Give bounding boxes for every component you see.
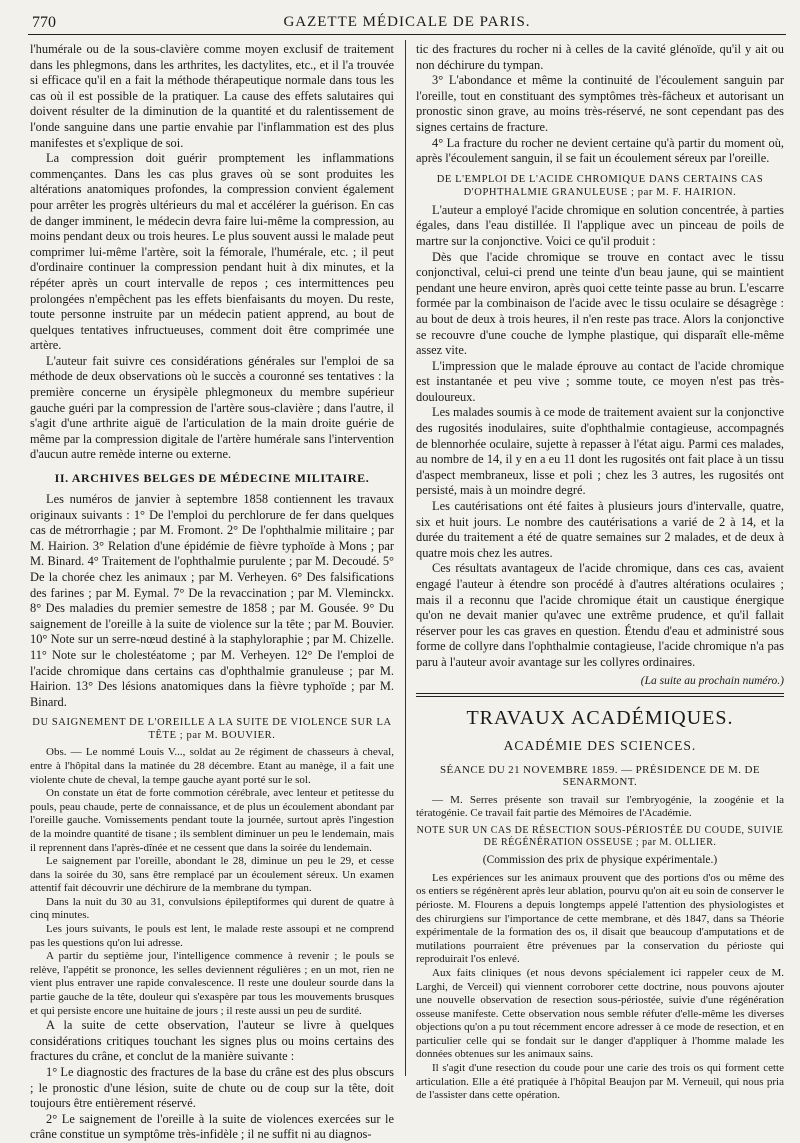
paragraph: A la suite de cette observation, l'auteur se livre à quelques considérations critiques touchant les signes plus ou moins certains des fractures du crâne, et conclut de la manière suivante : [30, 1018, 394, 1064]
paragraph: Dès que l'acide chromique se trouve en contact avec le tissu conjonctival, celui-ci prend une teinte d'un beau jaune, qui se maintient pendant une heure environ, après quoi cette teinte passe au brun. L'escarre formée par la combinaison de l'acide avec le tissu oculaire se désagrège : au bout de deux à trois heures, il n'en reste pas trace. Alors la conjonctive se recouvre d'une couche de lymphe plastique, qui disparaît elle-même assez vite. [416, 249, 784, 358]
note-title: NOTE SUR UN CAS DE RÉSECTION SOUS-PÉRIOSTÉE DU COUDE, SUIVIE DE RÉGÉNÉRATION OSSEUSE ; par M. OLLIER. [416, 824, 784, 849]
observation-paragraph: On constate un état de forte commotion cérébrale, avec lenteur et petitesse du pouls, peau chaude, perte de connaissance, et de plus un écoulement abondant par l'oreille gauche. Vomissements pendant toute la journée, surtout après l'ingestion de la moindre quantité de tisane ; ils semblent diminuer un peu le lendemain, mais il reprennent dans l'après-dînée et ne cessent que dans la soirée du lendemain. [30, 787, 394, 854]
column-divider [405, 40, 406, 1076]
paragraph: l'humérale ou de la sous-clavière comme moyen exclusif de traitement dans les phlegmons, dans les arthrites, les dactylites, etc., et il l'a trouvée si efficace qu'il en a fait la méthode thérapeutique normale dans tous les cas où il est possible de la pratiquer. La cause des effets salutaires qui doivent résulter de la diminution de la quantité et du ralentissement de l'onde sanguine dans une partie envahie par l'inflammation est des plus manifestes et s'explique de soi. [30, 42, 394, 150]
journal-title: GAZETTE MÉDICALE DE PARIS. [283, 14, 531, 30]
page-number: 770 [32, 14, 56, 31]
paragraph: 1° Le diagnostic des fractures de la base du crâne est des plus obscurs ; le pronostic d'une lésion, suite de chute ou de coup sur la tête, doit toujours être entièrement réservé. [30, 1065, 394, 1111]
paragraph: L'auteur a employé l'acide chromique en solution concentrée, à parties égales, dans l'eau distillée. Il l'applique avec un pinceau de poils de martre sur la conjonctive. Voici ce qu'il produit : [416, 202, 784, 248]
paragraph: La compression doit guérir promptement les inflammations commençantes. Dans les cas plus graves où se sont produites les altérations anatomiques profondes, la compression convient également pour arrêter les progrès ultérieurs du mal et accélérer la guérison. En cas de danger imminent, le médecin devra faire lui-même la compression, au moins pendant deux ou trois heures. Le plus souvent aussi le malade peut comprimer lui-même l'artère, soit la fémorale, l'humérale, etc. ; il peut d'ordinaire continuer la compression pendant huit à dix minutes, et la répéter après un court intervalle de repos ; ces intermittences peu prolongées n'empêchent pas les effets bienfaisants du moyen. Du reste, toute personne instruite par un médecin patient apprend, au bout de quelques tentatives infructueuses, comment doit être comprimée une artère. [30, 151, 394, 353]
paragraph: Les numéros de janvier à septembre 1858 contiennent les travaux originaux suivants : 1° De l'emploi du perchlorure de fer dans quelques cas de métrorrhagie ; par M. Fromont. 2° De l'ophthalmie militaire ; par M. Hairion. 3° Relation d'une épidémie de fièvre typhoïde à Mons ; par M. Binard. 4° Traitement de l'ophthalmie purulente ; par M. Decoudé. 5° De la chorée chez les animaux ; par M. Verheyen. 6° Des falsifications des farines ; par M. Eymal. 7° De la revaccination ; par M. Vleminckx. 8° Des maladies du premier semestre de 1858 ; par M. Gousée. 9° Du saignement de l'oreille à la suite de violence sur la tête ; par M. Bouvier. 10° Note sur un serre-nœud destiné à la staphyloraphie ; par M. Chizelle. 11° Note sur le cholestéatome ; par M. Verheyen. 12° De l'emploi de l'acide chromique dans certains cas d'ophthalmie granuleuse ; par M. Hairion. 13° Des lésions anatomiques dans la fièvre typhoïde ; par M. Binard. [30, 492, 394, 709]
article-title: DU SAIGNEMENT DE L'OREILLE A LA SUITE DE VIOLENCE SUR LA TÊTE ; par M. BOUVIER. [32, 717, 392, 742]
seance-line: SÉANCE DU 21 NOVEMBRE 1859. — PRÉSIDENCE DE M. DE SENARMONT. [440, 763, 760, 788]
paragraph: L'auteur fait suivre ces considérations générales sur l'emploi de sa méthode de deux observations où le succès a couronné ses tentatives : la première concerne un érysipèle phlegmoneux du membre supérieur gauche guéri par la compression de l'artère sous-clavière ; dans l'autre, il s'agit d'une arthrite aiguë de l'articulation de la main droite guérie de même par la compression digitale de l'artère humérale sans l'intervention d'aucun autre remède interne ou externe. [30, 353, 394, 462]
paragraph: 3° L'abondance et même la continuité de l'écoulement sanguin par l'oreille, tout en constituant des symptômes très-fâcheux et autorisant un pronostic sinon grave, au moins très-réservé, ne sont cependant pas des signes certains de fracture. [416, 73, 784, 134]
article-title: DE L'EMPLOI DE L'ACIDE CHROMIQUE DANS CERTAINS CAS D'OPHTHALMIE GRANULEUSE ; par M. F. HAIRION. [436, 173, 764, 198]
page-header [28, 12, 786, 35]
paragraph: 2° Le saignement de l'oreille à la suite de violences exercées sur le crâne constitue un symptôme très-infidèle ; il ne suffit ni au diagnos- [30, 1111, 394, 1142]
section-heading: II. ARCHIVES BELGES DE MÉDECINE MILITAIRE. [54, 471, 370, 486]
paragraph: 4° La fracture du rocher ne devient certaine qu'à partir du moment où, après l'écoulement sanguin, il se fait un écoulement séreux par l'oreille. [416, 135, 784, 166]
paragraph: tic des fractures du rocher ni à celles de la cavité glénoïde, qu'il y ait ou non déchirure du tympan. [416, 42, 784, 72]
paragraph: Il s'agit d'une resection du coude pour une carie des trois os qui forment cette articulation. Elle a été pratiquée à l'hôpital Beaujon par M. Verneuil, qui nous pria de l'assister dans cette opération. [416, 1062, 784, 1102]
left-column [30, 42, 394, 1143]
paragraph: L'impression que le malade éprouve au contact de l'acide chromique est instantanée et peu vive ; somme toute, ce moyen n'est pas très-douloureux. [416, 358, 784, 404]
paragraph: — M. Serres présente son travail sur l'embryogénie, la zoogénie et la tératogénie. Ce travail fait partie des Mémoires de l'Académie. [416, 793, 784, 820]
paragraph: Aux faits cliniques (et nous devons spécialement ici rappeler ceux de M. Larghi, de Verceil) qui viennent corroborer cette doctrine, nous pouvons ajouter une nouvelle observation de resection sous-périostée, suivie d'une régénération osseuse manifeste. Cette observation nous semble réfuter d'elle-même les diverses objections qu'on a pu tout récemment encore adresser à ce mode de resection, et en particulier celle qui se fondait sur le danger d'appliquer à l'homme malade les données obtenues sur les animaux sains. [416, 966, 784, 1061]
paragraph: Ces résultats avantageux de l'acide chromique, dans ces cas, avaient engagé l'auteur à étendre son procédé à d'autres altérations oculaires ; mais il a reconnu que l'acide chromique était un caustique énergique qu'on ne devait manier qu'avec une extrême prudence, et qu'il fallait réserver pour les cas graves en question. Étendu d'eau et administré sous forme de collyre dans l'ophthalmie contagieuse, l'acide chromique n'a pas paru à l'auteur avoir avantage sur les collyres ordinaires. [416, 561, 784, 669]
continuation-note: (La suite au prochain numéro.) [640, 674, 784, 687]
commission-line: (Commission des prix de physique expérimentale.) [482, 853, 718, 866]
paragraph: Les malades soumis à ce mode de traitement avaient sur la conjonctive des rugosités inodulaires, suite d'ophthalmie contagieuse, accompagnés de blennorhée oculaire, sujette à repasser à l'état aigu. Parmi ces malades, au nombre de 14, il y en a eu 11 dont les rugosités ont fait place à un tissu d'aspect membraneux, lisse et poli ; chez les 3 autres, les rugosités ont persisté, mais à un moindre degré. [416, 405, 784, 498]
observation-paragraph: Dans la nuit du 30 au 31, convulsions épileptiformes qui durent de quatre à cinq minutes. [30, 895, 394, 922]
academie-heading: ACADÉMIE DES SCIENCES. [503, 737, 697, 753]
paragraph: Les expériences sur les animaux prouvent que des portions d'os ou même des os entiers se régénèrent après leur ablation, pourvu qu'on ait eu soin de conserver le périoste. M. Flourens a depuis longtemps appelé l'attention des physiologistes et des chirurgiens sur l'importance de cette membrane, et dès 1847, dans sa Théorie expérimentale de la formation des os, il disait que beaucoup d'amputations et de mutilations pourraient être prévenues par la conservation du périoste qui reproduirait l'os enlevé. [416, 871, 784, 966]
right-column [416, 42, 784, 1103]
observation-paragraph: Le saignement par l'oreille, abondant le 28, diminue un peu le 29, et cesse dans la soirée du 30, sans être remplacé par un écoulement séreux. Un examen attentif fait découvrir une déchirure de la membrane du tympan. [30, 855, 394, 895]
observation-paragraph: A partir du septième jour, l'intelligence commence à revenir ; le pouls se relève, l'appétit se prononce, les selles deviennent régulières ; en un mot, rien ne vient plus entraver une rapide convalescence. Il reste une douleur sourde dans la partie gauche de la tête, douleur qui s'exaspère par tous les mouvements brusques et qui persiste encore une huitaine de jours ; il reste aussi un peu de surdité. [30, 950, 394, 1017]
paragraph: Les cautérisations ont été faites à plusieurs jours d'intervalle, quatre, six et huit jours. Le nombre des cautérisations a varié de 2 à 14, et la durée du traitement a été de quatre semaines sur 2 malades, et de deux à quatre mois chez les autres. [416, 499, 784, 560]
travaux-heading: TRAVAUX ACADÉMIQUES. [466, 706, 734, 729]
observation-paragraph: Obs. — Le nommé Louis V..., soldat au 2e régiment de chasseurs à cheval, entre à l'hôpital dans la matinée du 28 décembre. Etant au manège, il a fait une violente chute de cheval, la tempe gauche ayant porté sur le sol. [30, 746, 394, 786]
section-rule [416, 693, 784, 697]
observation-paragraph: Les jours suivants, le pouls est lent, le malade reste assoupi et ne comprend pas les questions qu'on lui adresse. [30, 923, 394, 949]
